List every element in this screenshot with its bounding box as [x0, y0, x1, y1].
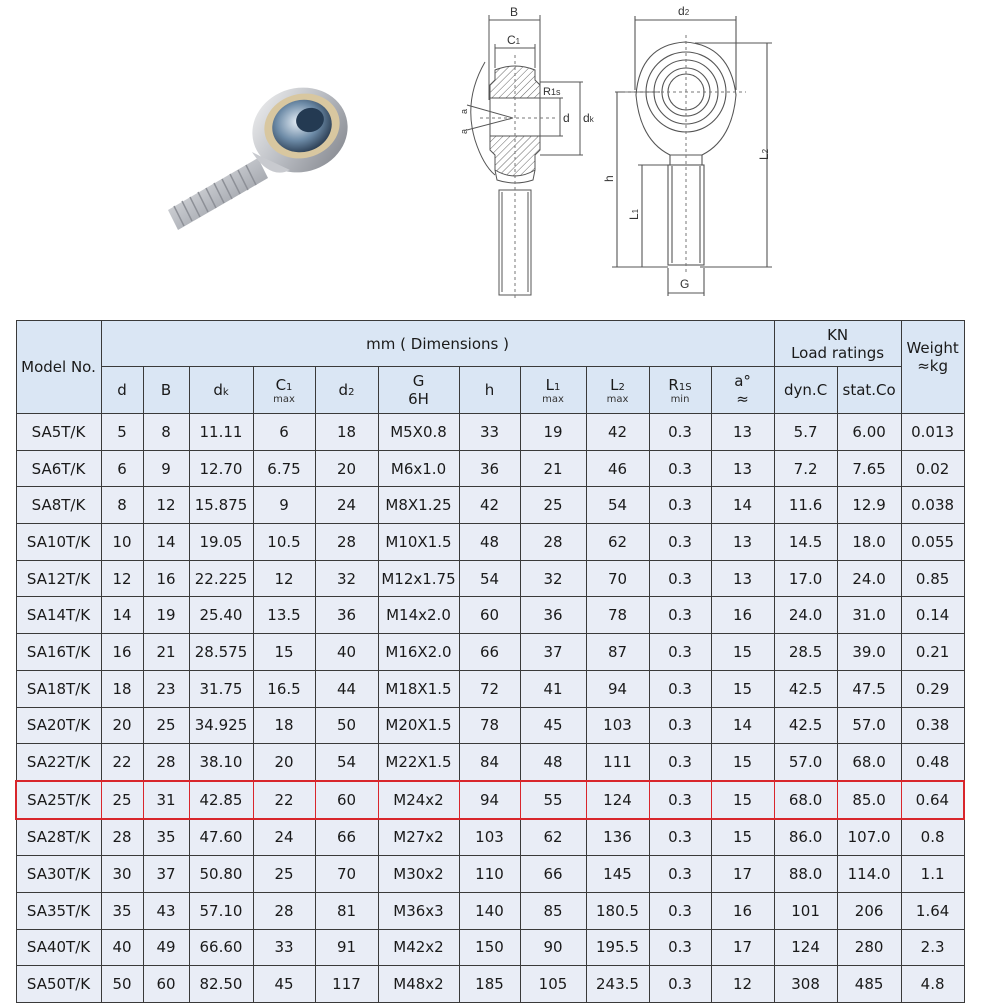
cell-statco: 18.0: [837, 524, 901, 561]
cell-d: 20: [101, 707, 143, 744]
cell-a: 15: [711, 781, 774, 819]
cell-g: M22X1.5: [378, 744, 459, 781]
svg-text:a: a: [459, 128, 469, 134]
cell-g: M42x2: [378, 929, 459, 966]
table-row: [16, 414, 964, 451]
cell-a: 16: [711, 597, 774, 634]
cell-d2: 70: [315, 856, 378, 893]
front-view-drawing: [600, 0, 790, 300]
table-row-highlighted: [16, 781, 964, 819]
cell-r1s: 0.3: [649, 524, 711, 561]
cell-dk: 15.875: [189, 487, 253, 524]
cell-l1: 90: [520, 929, 586, 966]
cell-l1: 105: [520, 966, 586, 1003]
cell-d2: 24: [315, 487, 378, 524]
cell-c1: 25: [253, 856, 315, 893]
cell-b: 35: [143, 819, 189, 856]
cell-c1: 15: [253, 634, 315, 671]
cell-model: SA30T/K: [16, 856, 101, 893]
cell-l1: 62: [520, 819, 586, 856]
cell-l1: 55: [520, 781, 586, 819]
cell-weight: 0.85: [901, 560, 964, 597]
svg-text:L1: L1: [627, 208, 641, 220]
cell-l2: 243.5: [586, 966, 649, 1003]
header-R1s: R1S min: [649, 367, 711, 414]
header-B: B: [143, 367, 189, 414]
cell-g: M30x2: [378, 856, 459, 893]
cell-a: 15: [711, 744, 774, 781]
cell-d2: 66: [315, 819, 378, 856]
header-d2: d2: [315, 367, 378, 414]
cell-c1: 28: [253, 892, 315, 929]
cell-dk: 34.925: [189, 707, 253, 744]
cell-model: SA20T/K: [16, 707, 101, 744]
cell-h: 72: [459, 670, 520, 707]
cell-dync: 42.5: [774, 707, 837, 744]
cell-dync: 17.0: [774, 560, 837, 597]
cell-weight: 4.8: [901, 966, 964, 1003]
cell-l1: 41: [520, 670, 586, 707]
header-C1: C1 max: [253, 367, 315, 414]
cell-weight: 0.038: [901, 487, 964, 524]
cell-l1: 32: [520, 560, 586, 597]
cell-h: 60: [459, 597, 520, 634]
header-dimensions-group: mm ( Dimensions ): [101, 321, 774, 367]
cell-d2: 91: [315, 929, 378, 966]
cell-r1s: 0.3: [649, 819, 711, 856]
cell-g: M10X1.5: [378, 524, 459, 561]
svg-text:d: d: [563, 111, 570, 125]
cell-statco: 57.0: [837, 707, 901, 744]
header-h: h: [459, 367, 520, 414]
cell-d2: 44: [315, 670, 378, 707]
header-load-ratings-group: KN Load ratings: [774, 321, 901, 367]
cell-b: 25: [143, 707, 189, 744]
cell-d: 30: [101, 856, 143, 893]
cell-d: 40: [101, 929, 143, 966]
cell-h: 185: [459, 966, 520, 1003]
thread-shank-icon: [168, 158, 268, 230]
cell-g: M8X1.25: [378, 487, 459, 524]
cell-d2: 117: [315, 966, 378, 1003]
cell-d2: 60: [315, 781, 378, 819]
cell-a: 13: [711, 450, 774, 487]
cell-d: 16: [101, 634, 143, 671]
header-dyn-c: dyn.C: [774, 367, 837, 414]
cell-model: SA5T/K: [16, 414, 101, 451]
table-row: [16, 707, 964, 744]
cell-statco: 107.0: [837, 819, 901, 856]
cell-model: SA18T/K: [16, 670, 101, 707]
cell-c1: 9: [253, 487, 315, 524]
cell-model: SA10T/K: [16, 524, 101, 561]
cell-l1: 36: [520, 597, 586, 634]
cell-model: SA16T/K: [16, 634, 101, 671]
rod-end-bearing-photo: [140, 60, 380, 250]
cell-dync: 68.0: [774, 781, 837, 819]
cell-l2: 145: [586, 856, 649, 893]
cell-b: 37: [143, 856, 189, 893]
header-L1: L1 max: [520, 367, 586, 414]
table-body: [16, 414, 964, 1003]
svg-text:d2: d2: [678, 4, 690, 18]
cell-c1: 18: [253, 707, 315, 744]
cell-h: 78: [459, 707, 520, 744]
header-dk: dk: [189, 367, 253, 414]
cell-l2: 103: [586, 707, 649, 744]
cell-c1: 45: [253, 966, 315, 1003]
cell-dk: 50.80: [189, 856, 253, 893]
cell-h: 94: [459, 781, 520, 819]
rod-end-spec-table: [15, 320, 965, 1003]
svg-text:G: G: [680, 277, 690, 291]
cell-dk: 82.50: [189, 966, 253, 1003]
cell-b: 12: [143, 487, 189, 524]
cell-c1: 10.5: [253, 524, 315, 561]
cell-d2: 18: [315, 414, 378, 451]
cell-d: 8: [101, 487, 143, 524]
cell-l2: 78: [586, 597, 649, 634]
cell-l1: 48: [520, 744, 586, 781]
cell-model: SA8T/K: [16, 487, 101, 524]
svg-text:h: h: [602, 175, 616, 182]
cell-d2: 28: [315, 524, 378, 561]
cell-b: 60: [143, 966, 189, 1003]
cell-b: 23: [143, 670, 189, 707]
cell-a: 14: [711, 707, 774, 744]
cell-dync: 14.5: [774, 524, 837, 561]
cell-l1: 45: [520, 707, 586, 744]
cell-r1s: 0.3: [649, 414, 711, 451]
cell-h: 150: [459, 929, 520, 966]
cell-dync: 11.6: [774, 487, 837, 524]
cell-weight: 2.3: [901, 929, 964, 966]
cell-dync: 57.0: [774, 744, 837, 781]
cell-g: M48x2: [378, 966, 459, 1003]
cell-weight: 0.013: [901, 414, 964, 451]
cell-c1: 33: [253, 929, 315, 966]
cell-statco: 280: [837, 929, 901, 966]
cell-dync: 24.0: [774, 597, 837, 634]
cell-weight: 0.21: [901, 634, 964, 671]
cell-l2: 46: [586, 450, 649, 487]
cell-dync: 88.0: [774, 856, 837, 893]
cell-d2: 32: [315, 560, 378, 597]
header-a: a° ≈: [711, 367, 774, 414]
cell-h: 54: [459, 560, 520, 597]
cell-l2: 87: [586, 634, 649, 671]
cell-a: 17: [711, 856, 774, 893]
cell-r1s: 0.3: [649, 744, 711, 781]
cell-weight: 0.64: [901, 781, 964, 819]
cell-statco: 68.0: [837, 744, 901, 781]
cell-d2: 20: [315, 450, 378, 487]
cell-g: M16X2.0: [378, 634, 459, 671]
cell-dync: 86.0: [774, 819, 837, 856]
cell-statco: 114.0: [837, 856, 901, 893]
cell-weight: 0.48: [901, 744, 964, 781]
svg-text:R1s: R1s: [543, 86, 561, 98]
cell-b: 8: [143, 414, 189, 451]
cell-dk: 57.10: [189, 892, 253, 929]
cell-d2: 40: [315, 634, 378, 671]
cell-b: 19: [143, 597, 189, 634]
cell-d: 12: [101, 560, 143, 597]
table-row: [16, 634, 964, 671]
cell-model: SA22T/K: [16, 744, 101, 781]
cell-statco: 7.65: [837, 450, 901, 487]
cell-d2: 36: [315, 597, 378, 634]
cell-h: 36: [459, 450, 520, 487]
cell-l2: 42: [586, 414, 649, 451]
cell-model: SA40T/K: [16, 929, 101, 966]
cell-a: 13: [711, 524, 774, 561]
cell-c1: 22: [253, 781, 315, 819]
cell-weight: 1.1: [901, 856, 964, 893]
cell-dk: 28.575: [189, 634, 253, 671]
table-row: [16, 560, 964, 597]
header-G: G 6H: [378, 367, 459, 414]
cell-c1: 24: [253, 819, 315, 856]
cell-r1s: 0.3: [649, 450, 711, 487]
cell-weight: 0.14: [901, 597, 964, 634]
cell-dync: 124: [774, 929, 837, 966]
cell-g: M12x1.75: [378, 560, 459, 597]
table-row: [16, 929, 964, 966]
svg-text:C1: C1: [507, 33, 521, 47]
svg-text:dk: dk: [583, 111, 594, 125]
table-row: [16, 892, 964, 929]
cell-a: 14: [711, 487, 774, 524]
cell-h: 42: [459, 487, 520, 524]
cell-dync: 7.2: [774, 450, 837, 487]
cell-a: 15: [711, 670, 774, 707]
cell-g: M5X0.8: [378, 414, 459, 451]
cell-g: M14x2.0: [378, 597, 459, 634]
cell-h: 103: [459, 819, 520, 856]
cell-l2: 180.5: [586, 892, 649, 929]
cell-model: SA6T/K: [16, 450, 101, 487]
cell-d2: 81: [315, 892, 378, 929]
cell-g: M18X1.5: [378, 670, 459, 707]
cell-b: 49: [143, 929, 189, 966]
cell-statco: 39.0: [837, 634, 901, 671]
table-row: [16, 450, 964, 487]
cell-l1: 21: [520, 450, 586, 487]
cell-r1s: 0.3: [649, 929, 711, 966]
cell-r1s: 0.3: [649, 487, 711, 524]
cell-b: 9: [143, 450, 189, 487]
cell-a: 17: [711, 929, 774, 966]
cell-b: 16: [143, 560, 189, 597]
cell-statco: 47.5: [837, 670, 901, 707]
cell-dk: 12.70: [189, 450, 253, 487]
cell-a: 15: [711, 634, 774, 671]
cell-g: M6x1.0: [378, 450, 459, 487]
cell-g: M36x3: [378, 892, 459, 929]
cell-h: 33: [459, 414, 520, 451]
cell-g: M24x2: [378, 781, 459, 819]
table-row: [16, 670, 964, 707]
cell-l2: 124: [586, 781, 649, 819]
cell-d: 50: [101, 966, 143, 1003]
cell-weight: 0.8: [901, 819, 964, 856]
table-row: [16, 819, 964, 856]
cell-l2: 136: [586, 819, 649, 856]
cell-l1: 37: [520, 634, 586, 671]
cell-d: 14: [101, 597, 143, 634]
cell-dync: 308: [774, 966, 837, 1003]
svg-text:a: a: [459, 108, 469, 114]
cell-d2: 54: [315, 744, 378, 781]
table-row: [16, 487, 964, 524]
cell-l2: 54: [586, 487, 649, 524]
cell-weight: 0.29: [901, 670, 964, 707]
cell-model: SA28T/K: [16, 819, 101, 856]
cell-weight: 0.38: [901, 707, 964, 744]
cell-dk: 38.10: [189, 744, 253, 781]
cell-g: M27x2: [378, 819, 459, 856]
cell-model: SA12T/K: [16, 560, 101, 597]
cell-h: 66: [459, 634, 520, 671]
table-row: [16, 966, 964, 1003]
label-B: B: [510, 5, 519, 19]
cell-d: 5: [101, 414, 143, 451]
cell-h: 140: [459, 892, 520, 929]
cell-statco: 31.0: [837, 597, 901, 634]
cell-statco: 206: [837, 892, 901, 929]
cell-d: 25: [101, 781, 143, 819]
cell-r1s: 0.3: [649, 597, 711, 634]
cell-c1: 12: [253, 560, 315, 597]
cell-dk: 31.75: [189, 670, 253, 707]
cell-weight: 1.64: [901, 892, 964, 929]
cell-dync: 28.5: [774, 634, 837, 671]
cell-h: 48: [459, 524, 520, 561]
cell-r1s: 0.3: [649, 670, 711, 707]
cell-l2: 94: [586, 670, 649, 707]
cell-c1: 13.5: [253, 597, 315, 634]
cell-dync: 5.7: [774, 414, 837, 451]
cell-l1: 19: [520, 414, 586, 451]
cell-a: 12: [711, 966, 774, 1003]
cell-c1: 20: [253, 744, 315, 781]
cell-d: 10: [101, 524, 143, 561]
cell-g: M20X1.5: [378, 707, 459, 744]
cell-c1: 16.5: [253, 670, 315, 707]
cell-c1: 6: [253, 414, 315, 451]
cell-statco: 85.0: [837, 781, 901, 819]
header-d: d: [101, 367, 143, 414]
cell-r1s: 0.3: [649, 707, 711, 744]
cell-r1s: 0.3: [649, 892, 711, 929]
header-stat-co: stat.Co: [837, 367, 901, 414]
cell-l2: 111: [586, 744, 649, 781]
cell-d: 22: [101, 744, 143, 781]
cell-d: 35: [101, 892, 143, 929]
header-weight: Weight ≈kg: [901, 321, 964, 414]
svg-text:L2: L2: [757, 148, 771, 160]
cell-dk: 47.60: [189, 819, 253, 856]
cell-weight: 0.02: [901, 450, 964, 487]
cell-h: 84: [459, 744, 520, 781]
cell-a: 13: [711, 414, 774, 451]
cell-b: 31: [143, 781, 189, 819]
cell-a: 15: [711, 819, 774, 856]
table-row: [16, 744, 964, 781]
cell-dync: 101: [774, 892, 837, 929]
cell-r1s: 0.3: [649, 966, 711, 1003]
cell-r1s: 0.3: [649, 781, 711, 819]
cell-statco: 6.00: [837, 414, 901, 451]
side-section-drawing: [455, 0, 605, 300]
cell-model: SA35T/K: [16, 892, 101, 929]
cell-l1: 66: [520, 856, 586, 893]
cell-statco: 485: [837, 966, 901, 1003]
table-row: [16, 597, 964, 634]
cell-r1s: 0.3: [649, 634, 711, 671]
cell-a: 13: [711, 560, 774, 597]
cell-c1: 6.75: [253, 450, 315, 487]
cell-statco: 12.9: [837, 487, 901, 524]
cell-l2: 70: [586, 560, 649, 597]
cell-b: 28: [143, 744, 189, 781]
cell-r1s: 0.3: [649, 856, 711, 893]
cell-weight: 0.055: [901, 524, 964, 561]
header-model-no: Model No.: [16, 321, 101, 414]
cell-statco: 24.0: [837, 560, 901, 597]
cell-model: SA50T/K: [16, 966, 101, 1003]
cell-d: 6: [101, 450, 143, 487]
table-row: [16, 856, 964, 893]
cell-l2: 195.5: [586, 929, 649, 966]
cell-a: 16: [711, 892, 774, 929]
header-L2: L2 max: [586, 367, 649, 414]
cell-dync: 42.5: [774, 670, 837, 707]
table-row: [16, 524, 964, 561]
cell-dk: 22.225: [189, 560, 253, 597]
cell-model: SA25T/K: [16, 781, 101, 819]
cell-model: SA14T/K: [16, 597, 101, 634]
cell-dk: 66.60: [189, 929, 253, 966]
cell-dk: 25.40: [189, 597, 253, 634]
cell-l1: 85: [520, 892, 586, 929]
cell-l1: 28: [520, 524, 586, 561]
cell-dk: 11.11: [189, 414, 253, 451]
cell-l1: 25: [520, 487, 586, 524]
cell-d2: 50: [315, 707, 378, 744]
cell-l2: 62: [586, 524, 649, 561]
cell-b: 43: [143, 892, 189, 929]
cell-d: 18: [101, 670, 143, 707]
cell-b: 14: [143, 524, 189, 561]
cell-d: 28: [101, 819, 143, 856]
cell-r1s: 0.3: [649, 560, 711, 597]
cell-dk: 19.05: [189, 524, 253, 561]
cell-b: 21: [143, 634, 189, 671]
cell-h: 110: [459, 856, 520, 893]
cell-dk: 42.85: [189, 781, 253, 819]
